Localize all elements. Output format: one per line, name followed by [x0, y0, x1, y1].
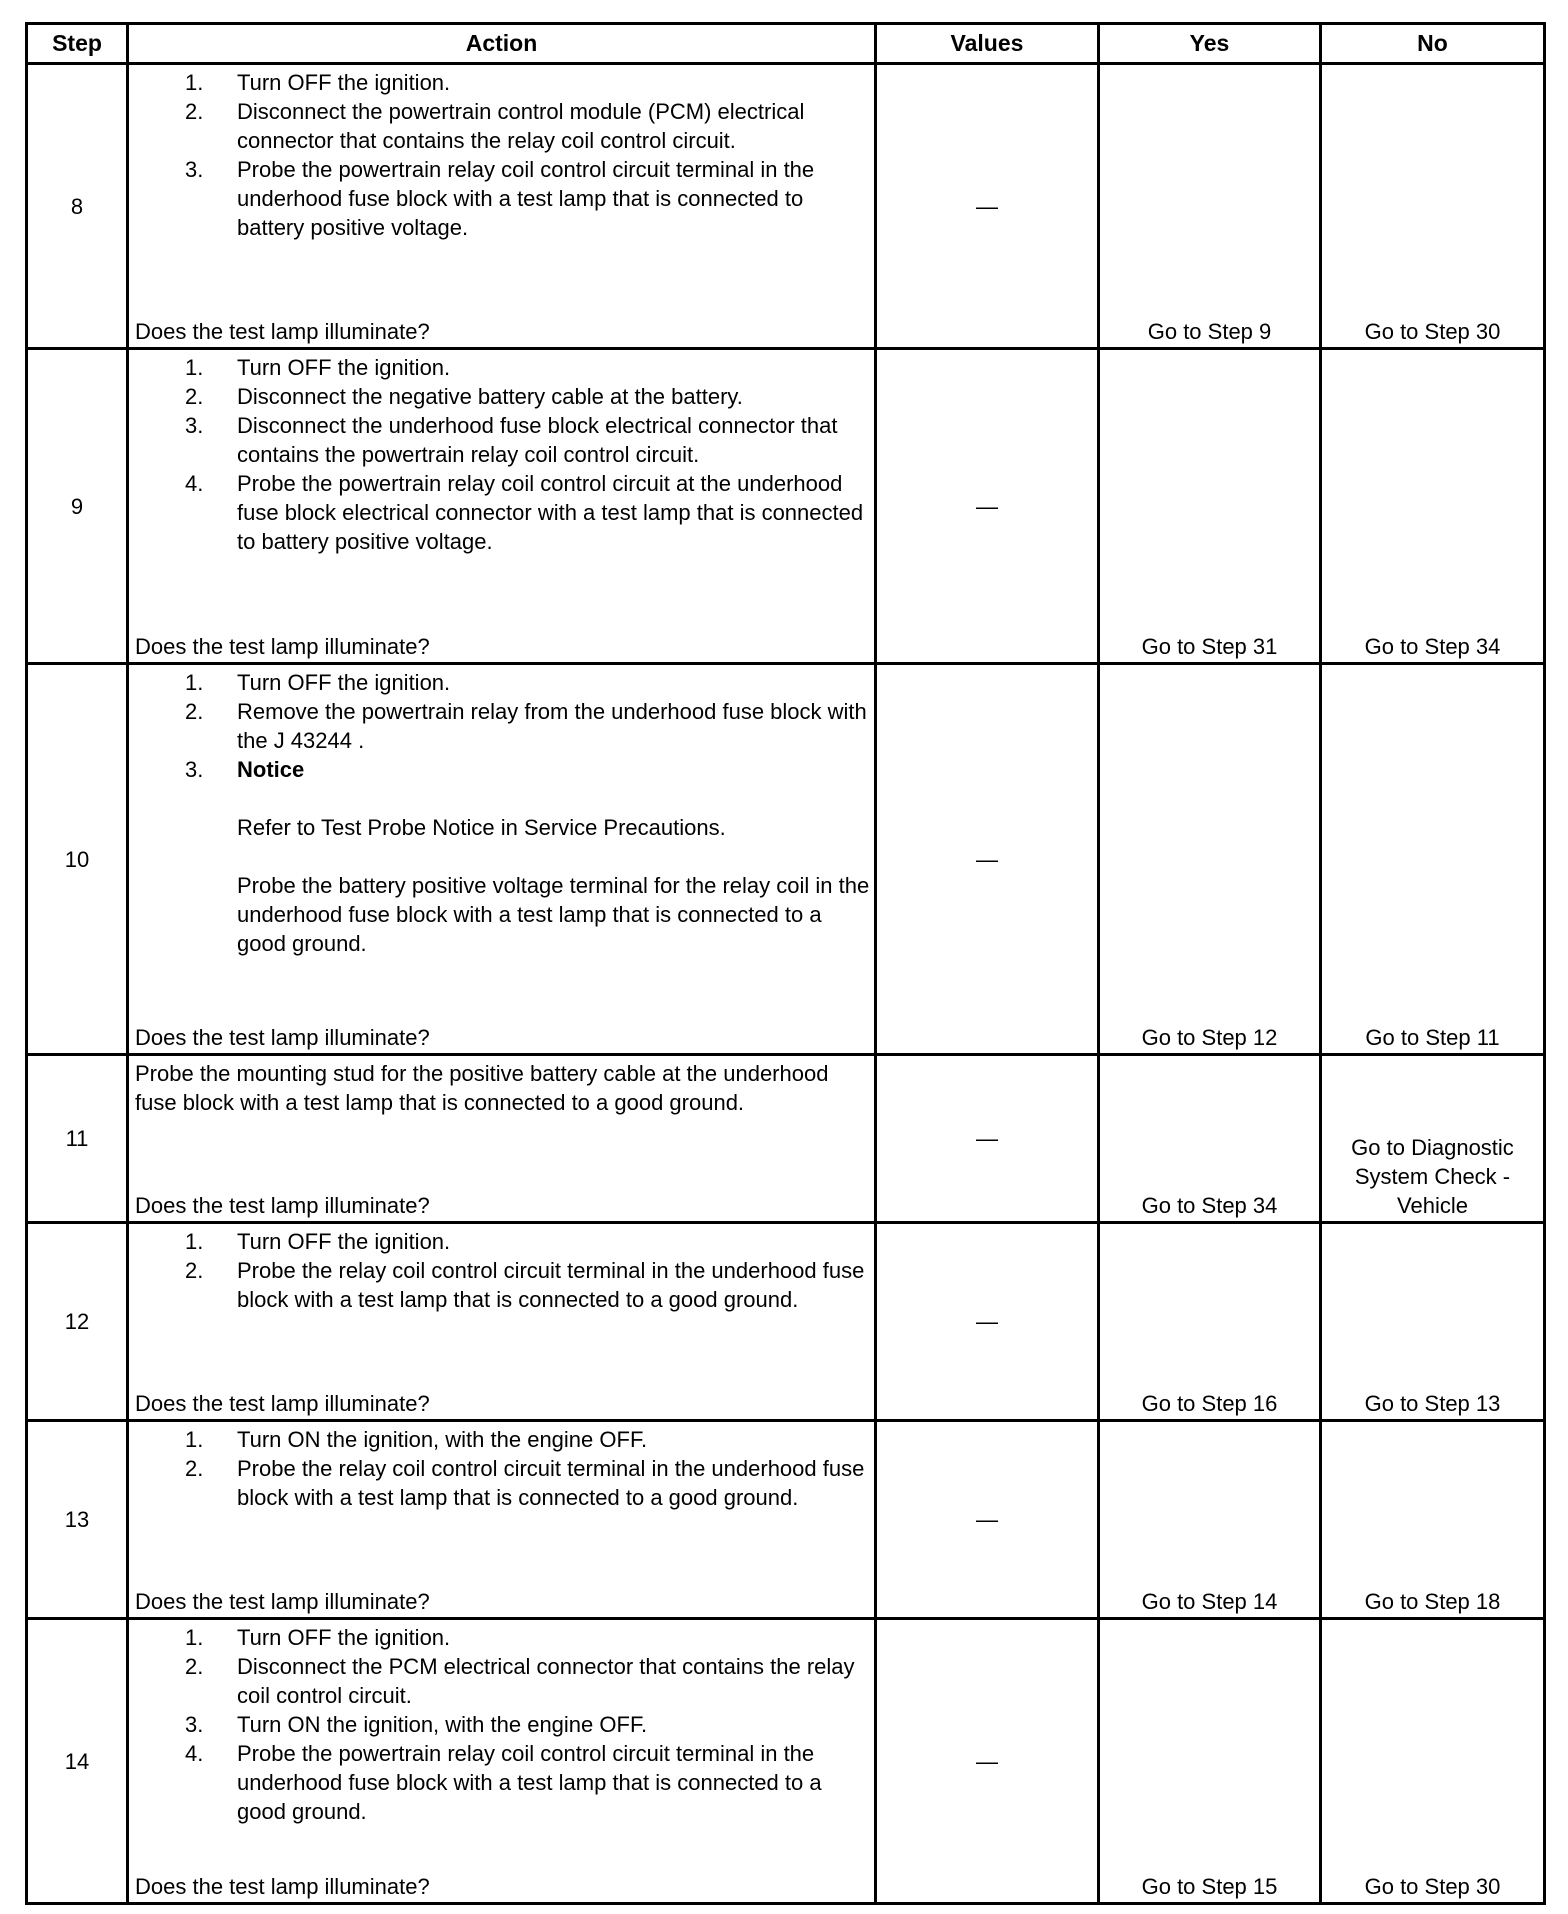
instruction-number: 1.	[185, 355, 204, 380]
instruction-item	[135, 668, 870, 697]
instruction-text	[237, 97, 870, 155]
no-result: Go to Diagnostic System Check - Vehicle	[1321, 1055, 1545, 1223]
values-cell: —	[876, 349, 1099, 664]
instruction-text	[237, 1454, 870, 1512]
header-step: Step	[27, 24, 128, 64]
instruction-text	[237, 411, 870, 469]
instruction-text	[237, 469, 870, 556]
instruction-paragraph: Refer to Test Probe Notice in Service Precautions.	[237, 815, 726, 840]
instruction-list	[135, 1425, 870, 1512]
instruction-item	[135, 697, 870, 755]
instruction-text	[237, 1710, 870, 1739]
action-instructions	[135, 1059, 870, 1117]
yes-result: Go to Step 14	[1099, 1421, 1321, 1619]
step-number: 13	[27, 1421, 128, 1619]
instruction-item	[135, 68, 870, 97]
instruction-list	[135, 668, 870, 958]
instruction-paragraph: Probe the relay coil control circuit terminal in the underhood fuse block with a test lamp that is connected to a good ground.	[237, 1258, 865, 1312]
table-row	[27, 1619, 1545, 1904]
action-content	[129, 665, 874, 1053]
instruction-list	[135, 68, 870, 242]
values-cell: —	[876, 1223, 1099, 1421]
instruction-paragraph: Turn OFF the ignition.	[237, 1229, 451, 1254]
no-result: Go to Step 34	[1321, 349, 1545, 664]
action-content	[129, 1056, 874, 1221]
instruction-paragraph: Disconnect the underhood fuse block electrical connector that contains the powertrain relay coil control circuit.	[237, 413, 838, 467]
values-cell: —	[876, 1619, 1099, 1904]
instruction-item	[135, 97, 870, 155]
instruction-number: 2.	[185, 1654, 204, 1679]
yes-result: Go to Step 9	[1099, 64, 1321, 349]
instruction-paragraph: Probe the battery positive voltage terminal for the relay coil in the underhood fuse block with a test lamp that is connected to a good ground.	[237, 873, 870, 956]
action-question: Does the test lamp illuminate?	[135, 1193, 430, 1218]
instruction-number: 3.	[185, 757, 204, 782]
table-row	[27, 349, 1545, 664]
instruction-text: Probe the mounting stud for the positive battery cable at the underhood fuse block with a test lamp that is connected to a good ground.	[135, 1061, 829, 1115]
instruction-paragraph: Probe the powertrain relay coil control circuit at the underhood fuse block electrical connector with a test lamp that is connected to battery positive voltage.	[237, 471, 864, 554]
table-row	[27, 664, 1545, 1055]
instruction-paragraph: Disconnect the PCM electrical connector that contains the relay coil control circuit.	[237, 1654, 855, 1708]
action-content	[129, 65, 874, 347]
no-result: Go to Step 11	[1321, 664, 1545, 1055]
instruction-item	[135, 1739, 870, 1826]
step-number: 14	[27, 1619, 128, 1904]
action-content	[129, 1224, 874, 1419]
action-instructions	[135, 1425, 870, 1512]
instruction-paragraph: Turn OFF the ignition.	[237, 1625, 451, 1650]
action-instructions	[135, 668, 870, 958]
instruction-list	[135, 1623, 870, 1826]
instruction-item	[135, 1227, 870, 1256]
action-question: Does the test lamp illuminate?	[135, 319, 430, 344]
values-cell: —	[876, 1055, 1099, 1223]
instruction-paragraph: Turn OFF the ignition.	[237, 70, 451, 95]
diagnostic-table	[25, 22, 1546, 1905]
table-row	[27, 1055, 1545, 1223]
table-row	[27, 64, 1545, 349]
instruction-number: 3.	[185, 157, 204, 182]
instruction-number: 3.	[185, 1712, 204, 1737]
step-number: 9	[27, 349, 128, 664]
values-cell: —	[876, 64, 1099, 349]
action-cell	[128, 1223, 876, 1421]
step-number: 10	[27, 664, 128, 1055]
action-cell	[128, 1619, 876, 1904]
instruction-text	[237, 353, 870, 382]
step-number: 11	[27, 1055, 128, 1223]
values-cell: —	[876, 664, 1099, 1055]
instruction-paragraph: Turn ON the ignition, with the engine OFF.	[237, 1712, 648, 1737]
no-result: Go to Step 18	[1321, 1421, 1545, 1619]
instruction-text	[237, 1623, 870, 1652]
instruction-text	[237, 1256, 870, 1314]
instruction-list	[135, 1227, 870, 1314]
instruction-number: 1.	[185, 1427, 204, 1452]
instruction-item	[135, 1652, 870, 1710]
instruction-text	[237, 1652, 870, 1710]
instruction-paragraph: Turn OFF the ignition.	[237, 355, 451, 380]
table-row	[27, 1421, 1545, 1619]
instruction-list	[135, 353, 870, 556]
instruction-number: 1.	[185, 1229, 204, 1254]
values-cell: —	[876, 1421, 1099, 1619]
action-content	[129, 350, 874, 662]
instruction-number: 4.	[185, 471, 204, 496]
notice-label: Notice	[237, 757, 305, 782]
action-content	[129, 1620, 874, 1902]
instruction-item	[135, 1623, 870, 1652]
step-number: 12	[27, 1223, 128, 1421]
instruction-item	[135, 469, 870, 556]
instruction-number: 1.	[185, 670, 204, 695]
action-question: Does the test lamp illuminate?	[135, 1025, 430, 1050]
instruction-text	[237, 1227, 870, 1256]
instruction-text	[237, 382, 870, 411]
instruction-text	[237, 1425, 870, 1454]
instruction-item	[135, 1256, 870, 1314]
yes-result: Go to Step 31	[1099, 349, 1321, 664]
instruction-number: 2.	[185, 384, 204, 409]
instruction-paragraph: Probe the relay coil control circuit terminal in the underhood fuse block with a test lamp that is connected to a good ground.	[237, 1456, 865, 1510]
action-question: Does the test lamp illuminate?	[135, 1589, 430, 1614]
header-row	[27, 24, 1545, 64]
step-number: 8	[27, 64, 128, 349]
instruction-paragraph: Turn OFF the ignition.	[237, 670, 451, 695]
action-content	[129, 1422, 874, 1617]
instruction-item	[135, 155, 870, 242]
action-cell	[128, 1055, 876, 1223]
instruction-text	[237, 668, 870, 697]
instruction-paragraph: Disconnect the negative battery cable at the battery.	[237, 384, 743, 409]
no-result: Go to Step 30	[1321, 1619, 1545, 1904]
instruction-text	[237, 68, 870, 97]
no-result: Go to Step 13	[1321, 1223, 1545, 1421]
no-result: Go to Step 30	[1321, 64, 1545, 349]
instruction-number: 4.	[185, 1741, 204, 1766]
yes-result: Go to Step 12	[1099, 664, 1321, 1055]
instruction-number: 1.	[185, 1625, 204, 1650]
instruction-item	[135, 755, 870, 958]
instruction-number: 1.	[185, 70, 204, 95]
action-question: Does the test lamp illuminate?	[135, 1874, 430, 1899]
instruction-paragraph: Probe the powertrain relay coil control circuit terminal in the underhood fuse block with a test lamp that is connected to a good ground.	[237, 1741, 822, 1824]
instruction-number: 2.	[185, 99, 204, 124]
instruction-paragraph: Probe the powertrain relay coil control circuit terminal in the underhood fuse block with a test lamp that is connected to battery positive voltage.	[237, 157, 815, 240]
header-yes: Yes	[1099, 24, 1321, 64]
instruction-text	[237, 1739, 870, 1826]
action-question: Does the test lamp illuminate?	[135, 1391, 430, 1416]
instruction-paragraph: Disconnect the powertrain control module (PCM) electrical connector that contains the relay coil control circuit.	[237, 99, 805, 153]
header-no: No	[1321, 24, 1545, 64]
yes-result: Go to Step 34	[1099, 1055, 1321, 1223]
instruction-text	[237, 755, 870, 958]
action-cell	[128, 349, 876, 664]
instruction-text	[237, 155, 870, 242]
instruction-number: 2.	[185, 699, 204, 724]
instruction-number: 2.	[185, 1258, 204, 1283]
instruction-item	[135, 1425, 870, 1454]
header-action: Action	[128, 24, 876, 64]
action-cell	[128, 1421, 876, 1619]
instruction-item	[135, 1710, 870, 1739]
instruction-number: 3.	[185, 413, 204, 438]
action-cell	[128, 664, 876, 1055]
header-values: Values	[876, 24, 1099, 64]
instruction-item	[135, 382, 870, 411]
instruction-paragraph: Turn ON the ignition, with the engine OFF.	[237, 1427, 648, 1452]
yes-result: Go to Step 15	[1099, 1619, 1321, 1904]
action-cell	[128, 64, 876, 349]
action-instructions	[135, 1623, 870, 1826]
action-instructions	[135, 68, 870, 242]
action-instructions	[135, 1227, 870, 1314]
table-row	[27, 1223, 1545, 1421]
instruction-item	[135, 353, 870, 382]
instruction-item	[135, 411, 870, 469]
action-question: Does the test lamp illuminate?	[135, 634, 430, 659]
yes-result: Go to Step 16	[1099, 1223, 1321, 1421]
instruction-item	[135, 1454, 870, 1512]
action-instructions	[135, 353, 870, 556]
instruction-paragraph: Remove the powertrain relay from the underhood fuse block with the J 43244 .	[237, 699, 867, 753]
instruction-text	[237, 697, 870, 755]
instruction-number: 2.	[185, 1456, 204, 1481]
